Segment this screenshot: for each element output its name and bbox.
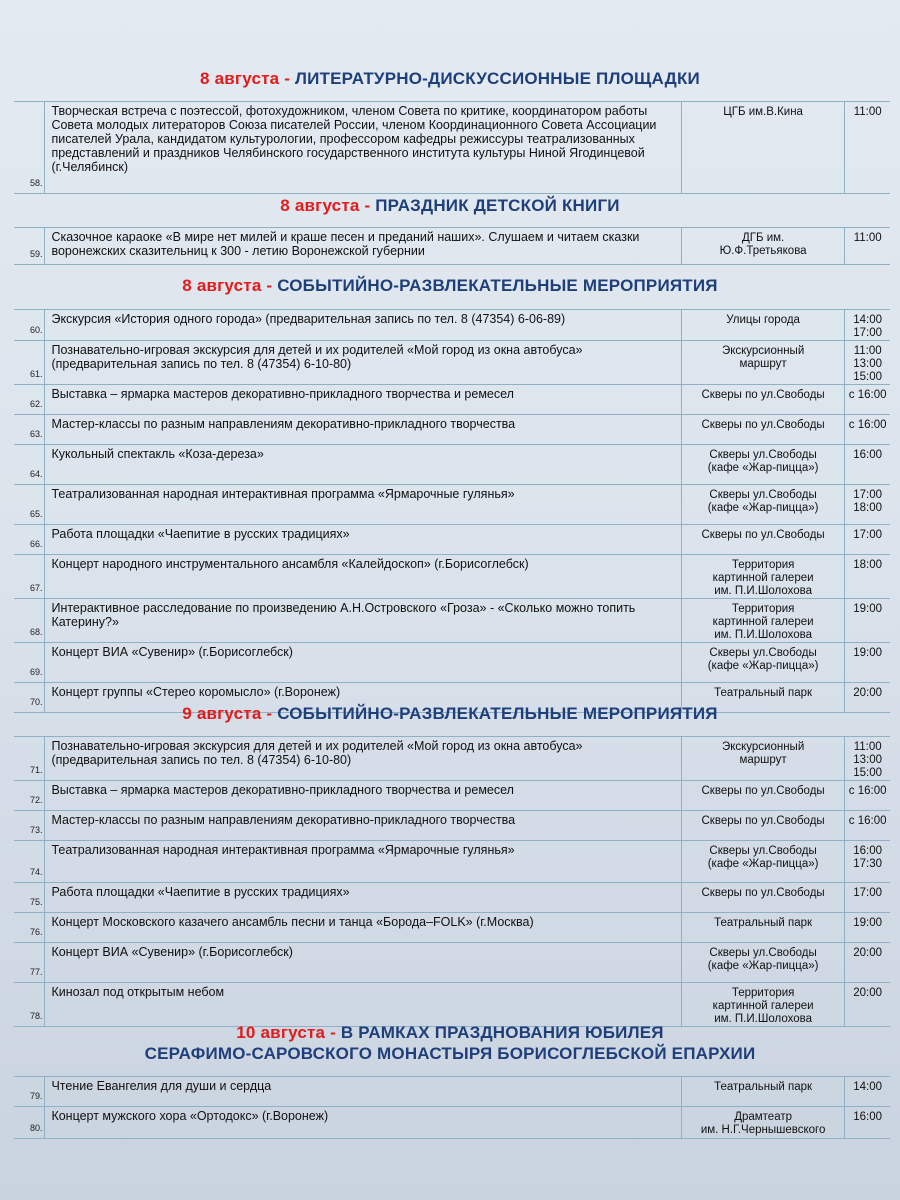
table-row xyxy=(14,1077,890,1107)
location-line: Скверы ул.Свободы xyxy=(709,947,817,959)
location-line: Скверы по ул.Свободы xyxy=(701,815,825,827)
row-number: 62. xyxy=(14,385,45,415)
event-time xyxy=(845,943,890,983)
location-line: Территория xyxy=(731,987,795,999)
section-separator: - xyxy=(359,196,376,215)
event-description: Театрализованная народная интерактивная программа «Ярмарочные гулянья» xyxy=(45,841,681,883)
event-time xyxy=(845,310,890,341)
location-line: Экскурсионный xyxy=(721,741,805,753)
table-row xyxy=(14,485,890,525)
row-number: 78. xyxy=(14,983,45,1027)
time-line: 14:00 xyxy=(853,314,883,326)
event-description: Кукольный спектакль «Коза-дереза» xyxy=(45,445,681,485)
section-date: 9 августа xyxy=(182,704,262,723)
table-row xyxy=(14,525,890,555)
time-line: 18:00 xyxy=(853,559,883,571)
row-number: 80. xyxy=(14,1107,45,1139)
section-separator: - xyxy=(325,1023,341,1042)
time-line: 19:00 xyxy=(853,647,883,659)
location-line: Территория xyxy=(731,559,795,571)
location-line: (кафе «Жар-пицца») xyxy=(707,462,819,474)
table-row xyxy=(14,841,890,883)
event-description: Познавательно-игровая экскурсия для детей и их родителей «Мой город из окна автобуса» (предварительная запись по тел. 8 (47354) 6-10-80) xyxy=(45,341,681,385)
event-description: Кинозал под открытым небом xyxy=(45,983,681,1027)
time-line: 20:00 xyxy=(853,687,883,699)
time-line: 20:00 xyxy=(853,947,883,959)
location-line: (кафе «Жар-пицца») xyxy=(707,960,819,972)
time-line: 11:00 xyxy=(853,106,882,118)
event-time xyxy=(845,445,890,485)
section-title: В РАМКАХ ПРАЗДНОВАНИЯ ЮБИЛЕЯ xyxy=(340,1023,664,1042)
table-row xyxy=(14,737,890,781)
row-number: 69. xyxy=(14,643,45,683)
location-line: картинной галереи xyxy=(712,1000,814,1012)
time-line: 16:00 xyxy=(853,845,883,857)
time-line: 17:00 xyxy=(853,489,883,501)
section-heading-1 xyxy=(0,69,900,89)
event-location xyxy=(681,943,844,983)
row-number: 68. xyxy=(14,599,45,643)
event-location xyxy=(681,1107,844,1139)
event-location xyxy=(681,310,844,341)
location-line: Скверы по ул.Свободы xyxy=(701,419,825,431)
event-location xyxy=(681,913,844,943)
row-number: 65. xyxy=(14,485,45,525)
event-description: Интерактивное расследование по произведению А.Н.Островского «Гроза» - «Сколько можно топить Катерину?» xyxy=(45,599,681,643)
row-number: 59. xyxy=(14,228,45,265)
location-line: Скверы ул.Свободы xyxy=(709,845,817,857)
section-title: ЛИТЕРАТУРНО-ДИСКУССИОННЫЕ ПЛОЩАДКИ xyxy=(295,69,700,88)
event-location xyxy=(681,737,844,781)
event-time xyxy=(845,811,890,841)
row-number: 60. xyxy=(14,310,45,341)
table-row xyxy=(14,883,890,913)
location-line: Ю.Ф.Третьякова xyxy=(719,245,807,257)
event-location xyxy=(681,643,844,683)
location-line: Драмтеатр xyxy=(734,1111,793,1123)
location-line: картинной галереи xyxy=(712,616,814,628)
table-row xyxy=(14,983,890,1027)
event-description: Мастер-классы по разным направлениям декоративно-прикладного творчества xyxy=(45,811,681,841)
location-line: им. П.И.Шолохова xyxy=(714,585,813,597)
event-location xyxy=(681,883,844,913)
event-time xyxy=(845,1077,890,1107)
section-separator: - xyxy=(261,704,278,723)
time-line: с 16:00 xyxy=(848,389,887,401)
time-line: 11:00 xyxy=(853,232,882,244)
time-line: 15:00 xyxy=(853,767,883,779)
table-row xyxy=(14,310,890,341)
time-line: 18:00 xyxy=(853,502,883,514)
location-line: Театральный парк xyxy=(714,1081,813,1093)
event-description: Творческая встреча с поэтессой, фотохудожником, членом Совета по критике, координатором работы Совета молодых литераторов Союза писателей России, членом Координационного Совета Ассоциации писателей Урала, кандидатом культурологии, профессором кафедры режиссуры театрализованных представлений и праздников Челябинского государственного института культуры Ниной Ягодинцевой (г.Челябинск) xyxy=(45,102,681,194)
schedule-table-4 xyxy=(14,736,890,1027)
location-line: им. П.И.Шолохова xyxy=(714,1013,813,1025)
section-heading-3 xyxy=(0,276,900,296)
event-description: Сказочное караоке «В мире нет милей и краше песен и преданий наших». Слушаем и читаем сказки воронежских сказительниц к 300 - летию Воронежской губернии xyxy=(45,228,681,265)
location-line: Скверы по ул.Свободы xyxy=(701,389,825,401)
time-line: 19:00 xyxy=(853,603,883,615)
event-description: Концерт народного инструментального ансамбля «Калейдоскоп» (г.Борисоглебск) xyxy=(45,555,681,599)
event-location xyxy=(681,445,844,485)
location-line: (кафе «Жар-пицца») xyxy=(707,858,819,870)
time-line: 13:00 xyxy=(853,754,883,766)
table-row xyxy=(14,943,890,983)
event-description: Театрализованная народная интерактивная программа «Ярмарочные гулянья» xyxy=(45,485,681,525)
time-line: с 16:00 xyxy=(848,419,887,431)
event-description: Концерт мужского хора «Ортодокс» (г.Воронеж) xyxy=(45,1107,681,1139)
time-line: 19:00 xyxy=(853,917,883,929)
event-description: Выставка – ярмарка мастеров декоративно-прикладного творчества и ремесел xyxy=(45,385,681,415)
row-number: 79. xyxy=(14,1077,45,1107)
schedule-table-3 xyxy=(14,309,890,713)
table-row xyxy=(14,781,890,811)
row-number: 77. xyxy=(14,943,45,983)
event-time xyxy=(845,913,890,943)
row-number: 58. xyxy=(14,102,45,194)
location-line: им. П.И.Шолохова xyxy=(714,629,813,641)
row-number: 64. xyxy=(14,445,45,485)
location-line: картинной галереи xyxy=(712,572,814,584)
event-location xyxy=(681,525,844,555)
time-line: 11:00 xyxy=(853,741,882,753)
time-line: 17:00 xyxy=(853,529,883,541)
location-line: им. Н.Г.Чернышевского xyxy=(700,1124,826,1136)
location-line: маршрут xyxy=(739,358,787,370)
section-heading-4 xyxy=(0,704,900,724)
time-line: 13:00 xyxy=(853,358,883,370)
table-row xyxy=(14,555,890,599)
event-time xyxy=(845,525,890,555)
section-title: ПРАЗДНИК ДЕТСКОЙ КНИГИ xyxy=(375,196,620,215)
section-heading-5 xyxy=(0,1022,900,1064)
location-line: маршрут xyxy=(739,754,787,766)
schedule-table-1 xyxy=(14,101,890,194)
event-location xyxy=(681,1077,844,1107)
time-line: 16:00 xyxy=(853,449,883,461)
row-number: 66. xyxy=(14,525,45,555)
row-number: 74. xyxy=(14,841,45,883)
table-row xyxy=(14,643,890,683)
location-line: Скверы по ул.Свободы xyxy=(701,887,825,899)
section-separator: - xyxy=(279,69,295,88)
section-date: 8 августа xyxy=(182,276,262,295)
section-title-line-2: СЕРАФИМО-САРОВСКОГО МОНАСТЫРЯ БОРИСОГЛЕБСКОЙ ЕПАРХИИ xyxy=(144,1044,756,1063)
event-location xyxy=(681,781,844,811)
section-separator: - xyxy=(261,276,278,295)
event-time xyxy=(845,415,890,445)
table-row xyxy=(14,811,890,841)
table-row xyxy=(14,599,890,643)
event-location xyxy=(681,385,844,415)
location-line: Театральный парк xyxy=(714,687,813,699)
event-time xyxy=(845,781,890,811)
time-line: 15:00 xyxy=(853,371,883,383)
table-row xyxy=(14,385,890,415)
time-line: 16:00 xyxy=(853,1111,883,1123)
section-title: СОБЫТИЙНО-РАЗВЛЕКАТЕЛЬНЫЕ МЕРОПРИЯТИЯ xyxy=(277,276,718,295)
schedule-table-5 xyxy=(14,1076,890,1139)
location-line: Скверы ул.Свободы xyxy=(709,647,817,659)
section-date: 10 августа xyxy=(236,1023,326,1042)
location-line: Скверы по ул.Свободы xyxy=(701,529,825,541)
event-time xyxy=(845,643,890,683)
event-time xyxy=(845,737,890,781)
event-description: Концерт ВИА «Сувенир» (г.Борисоглебск) xyxy=(45,643,681,683)
row-number: 73. xyxy=(14,811,45,841)
row-number: 70. xyxy=(14,683,45,713)
time-line: 14:00 xyxy=(853,1081,883,1093)
event-time xyxy=(845,485,890,525)
table-row xyxy=(14,228,890,265)
time-line: 17:00 xyxy=(853,327,883,339)
row-number: 72. xyxy=(14,781,45,811)
location-line: Улицы города xyxy=(726,314,800,326)
event-description: Экскурсия «История одного города» (предварительная запись по тел. 8 (47354) 6-06-89) xyxy=(45,310,681,341)
table-row xyxy=(14,415,890,445)
location-line: Скверы ул.Свободы xyxy=(709,489,817,501)
location-line: (кафе «Жар-пицца») xyxy=(707,660,819,672)
event-location xyxy=(681,415,844,445)
event-description: Работа площадки «Чаепитие в русских традициях» xyxy=(45,883,681,913)
row-number: 63. xyxy=(14,415,45,445)
time-line: 11:00 xyxy=(853,345,882,357)
table-row xyxy=(14,341,890,385)
event-description: Концерт ВИА «Сувенир» (г.Борисоглебск) xyxy=(45,943,681,983)
event-time xyxy=(845,102,890,194)
event-description: Чтение Евангелия для души и сердца xyxy=(45,1077,681,1107)
event-location xyxy=(681,102,844,194)
table-row xyxy=(14,102,890,194)
table-row xyxy=(14,1107,890,1139)
location-line: Территория xyxy=(731,603,795,615)
row-number: 67. xyxy=(14,555,45,599)
section-title: СОБЫТИЙНО-РАЗВЛЕКАТЕЛЬНЫЕ МЕРОПРИЯТИЯ xyxy=(277,704,718,723)
event-description: Концерт Московского казачего ансамбль песни и танца «Борода–FOLK» (г.Москва) xyxy=(45,913,681,943)
section-heading-2 xyxy=(0,196,900,216)
schedule-table-2 xyxy=(14,227,890,265)
location-line: Экскурсионный xyxy=(721,345,805,357)
section-date: 8 августа xyxy=(280,196,360,215)
event-location xyxy=(681,599,844,643)
event-time xyxy=(845,385,890,415)
table-row xyxy=(14,445,890,485)
event-location xyxy=(681,811,844,841)
event-time xyxy=(845,228,890,265)
table-row xyxy=(14,913,890,943)
event-description: Мастер-классы по разным направлениям декоративно-прикладного творчества xyxy=(45,415,681,445)
event-location xyxy=(681,841,844,883)
location-line: (кафе «Жар-пицца») xyxy=(707,502,819,514)
location-line: ЦГБ им.В.Кина xyxy=(723,106,803,118)
event-location xyxy=(681,341,844,385)
row-number: 71. xyxy=(14,737,45,781)
location-line: Скверы ул.Свободы xyxy=(709,449,817,461)
event-time xyxy=(845,599,890,643)
time-line: 20:00 xyxy=(853,987,883,999)
event-location xyxy=(681,983,844,1027)
event-time xyxy=(845,1107,890,1139)
location-line: Театральный парк xyxy=(714,917,813,929)
location-line: Скверы по ул.Свободы xyxy=(701,785,825,797)
row-number: 75. xyxy=(14,883,45,913)
time-line: с 16:00 xyxy=(848,815,887,827)
row-number: 61. xyxy=(14,341,45,385)
time-line: 17:30 xyxy=(853,858,883,870)
time-line: 17:00 xyxy=(853,887,883,899)
event-location xyxy=(681,228,844,265)
location-line: ДГБ им. xyxy=(741,232,785,244)
time-line: с 16:00 xyxy=(848,785,887,797)
event-time xyxy=(845,983,890,1027)
row-number: 76. xyxy=(14,913,45,943)
section-date: 8 августа xyxy=(200,69,280,88)
event-description: Выставка – ярмарка мастеров декоративно-прикладного творчества и ремесел xyxy=(45,781,681,811)
event-description: Познавательно-игровая экскурсия для детей и их родителей «Мой город из окна автобуса» (предварительная запись по тел. 8 (47354) 6-10-80) xyxy=(45,737,681,781)
event-time xyxy=(845,883,890,913)
event-location xyxy=(681,485,844,525)
event-description: Концерт группы «Стерео коромысло» (г.Воронеж) xyxy=(45,683,681,713)
event-time xyxy=(845,555,890,599)
event-description: Работа площадки «Чаепитие в русских традициях» xyxy=(45,525,681,555)
event-time xyxy=(845,341,890,385)
event-time xyxy=(845,841,890,883)
event-location xyxy=(681,555,844,599)
